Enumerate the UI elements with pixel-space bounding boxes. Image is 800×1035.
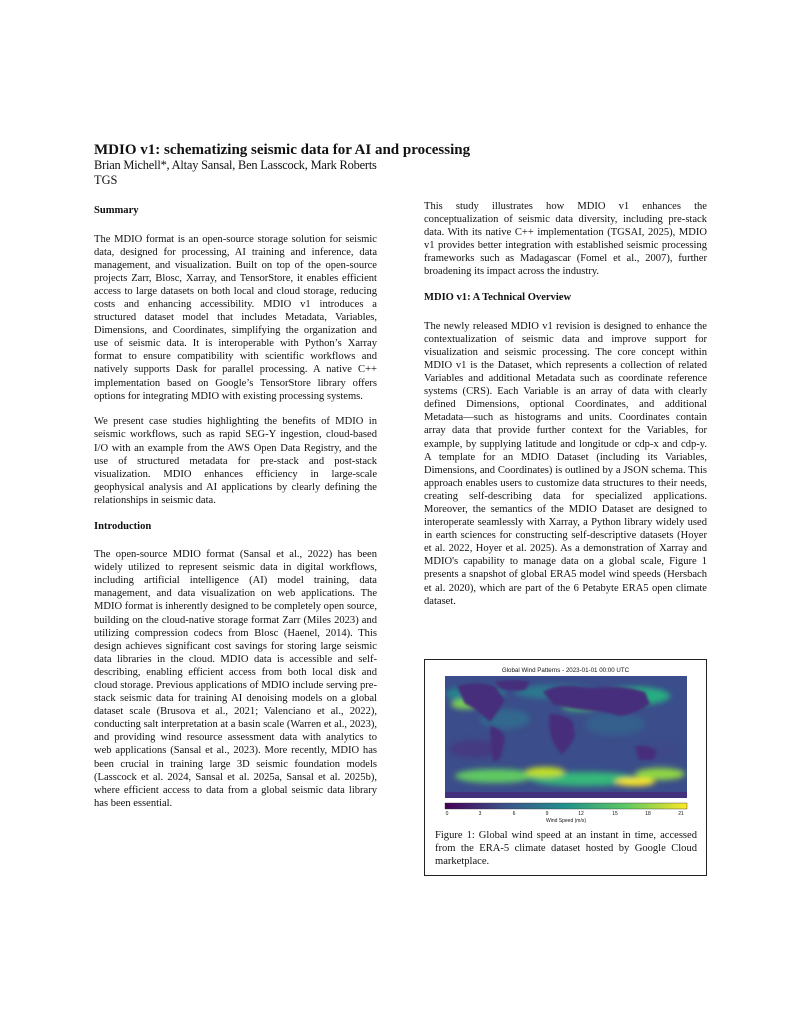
paper-title: MDIO v1: schematizing seismic data for AI and processing [94, 142, 471, 158]
colorbar-label: Wind Speed (m/s) [545, 818, 587, 824]
colorbar-tick: 18 [645, 811, 651, 817]
colorbar-tick: 3 [478, 811, 482, 817]
colorbar-tick: 21 [678, 811, 684, 817]
figure-caption: Figure 1: Global wind speed at an instant in time, accessed from the ERA-5 climate dataset hosted by Google Cloud marketplace. [435, 830, 697, 868]
summary-paragraph-2: We present case studies highlighting the benefits of MDIO in seismic workflows, such as rapid SEG-Y ingestion, cloud-based I/O with an example from the AWS Open Data Registry, and the use of structured metadata for pre-stack and post-stack visualization. MDIO enhances efficiency in large-scale geophysical analysis and AI applications by clearly defining the relationships in seismic data. [94, 416, 377, 506]
colorbar-tick: 12 [578, 811, 584, 817]
colorbar-ticks [446, 811, 684, 817]
colorbar-tick: 9 [545, 811, 549, 817]
introduction-heading: Introduction [94, 520, 152, 532]
wind-speed-plot [435, 664, 696, 824]
plot-title: Global Wind Patterns - 2023-01-01 00:00 UTC [501, 667, 630, 674]
summary-heading: Summary [94, 205, 139, 216]
figure-1 [424, 659, 707, 876]
colorbar-tick: 0 [445, 811, 449, 817]
technical-overview-paragraph-1: The newly released MDIO v1 revision is designed to enhance the contextualization of seismic data and improve support for visualization and seismic processing. The core concept within MDIO v1 is the Dataset, which represents a collection of related Variables and additional Metadata such as coordinate reference systems (CRS). Each Variable is an array of data with clearly defined Dimensions, optional Coordinates, and additional Metadata—such as histograms and units. Coordinates contain array data that provide further context for the Variables, for example, by supplying latitude and longitude or cdp-x and cdp-y. A template for an MDIO Dataset (including its Variables, Dimensions, and Coordinates) is outlined by a JSON schema. This approach enables users to customize data structures to their needs, creating self-describing data for specialized applications. Moreover, the semantics of the MDIO Dataset are designed to interoperate seamlessly with Xarray, a Python library widely used in earth sciences for constructing self-descriptive datasets (Hoyer et al. 2022, Hoyer et al. 2025). As a demonstration of Xarray and MDIO's capability to manage data on a global scale, Figure 1 presents a snapshot of global ERA5 model wind speeds (Hersbach et al. 2020), which are part of the 6 Petabyte ERA5 open climate dataset. [424, 320, 707, 607]
wind-map-field [445, 676, 687, 798]
technical-overview-heading: MDIO v1: A Technical Overview [424, 292, 572, 304]
colorbar-tick: 6 [512, 811, 516, 817]
colorbar-tick: 15 [612, 811, 618, 817]
colorbar [445, 803, 687, 809]
affiliation: TGS [94, 173, 118, 187]
introduction-paragraph-1: The open-source MDIO format (Sansal et al., 2022) has been widely utilized to represent seismic data in digital workflows, including artificial intelligence (AI) model training, data management, and data visualization on web applications. The MDIO format is inherently designed to be completely open source, building on the cloud-native storage format Zarr (Miles 2023) and utilizing compression codecs from Blosc (Haenel, 2014). This design achieves significant cost savings for storing large seismic data libraries in the cloud. MDIO data is accessible and self-describing, enabling efficient access from both local disk and cloud storage. Previous applications of MDIO include serving pre-stack seismic data for training AI denoising models on a global dataset scale (Brusova et al., 2021; Valenciano et al., 2022), conducting salt interpretation at a basin scale (Warren et al., 2023), and providing wind resource assessment data with analytics to web applications (Sansal et al., 2023). More recently, MDIO has been crucial in training large 3D seismic foundation models (Lasscock et al. 2024, Sansal et al. 2025a, Sansal et al. 2025b), where efficient access to data from a global seismic data library has been essential. [94, 549, 377, 809]
right-column [424, 200, 707, 620]
author-list: Brian Michell*, Altay Sansal, Ben Lasscock, Mark Roberts [94, 158, 377, 172]
right-paragraph-1: This study illustrates how MDIO v1 enhances the conceptualization of seismic data diversity, including pre-stack data. With its native C++ implementation (TGSAI, 2025), MDIO v1 provides better integration with established seismic processing frameworks such as Madagascar (Fomel et al., 2007), further broadening its impact across the industry. [424, 201, 707, 278]
summary-paragraph-1: The MDIO format is an open-source storage solution for seismic data, designed for processing, AI training and inference, data management, and visualization. Built on top of the open-source projects Zarr, Blosc, Xarray, and TensorStore, it enables efficient access to large datasets on both local and cloud storage, reducing costs and enhancing accessibility. MDIO v1 introduces a structured dataset model that includes Metadata, Variables, Dimensions, and Coordinates, simplifying the organization and use of seismic data. It is interoperable with Python’s Xarray format to ensure compatibility with scientific workflows and natively supports Dask for parallel processing. A native C++ implementation based on Google’s TensorStore library offers options for integrating MDIO with existing processing systems. [94, 233, 377, 402]
left-column [94, 200, 377, 823]
wind-map-svg [435, 664, 696, 824]
